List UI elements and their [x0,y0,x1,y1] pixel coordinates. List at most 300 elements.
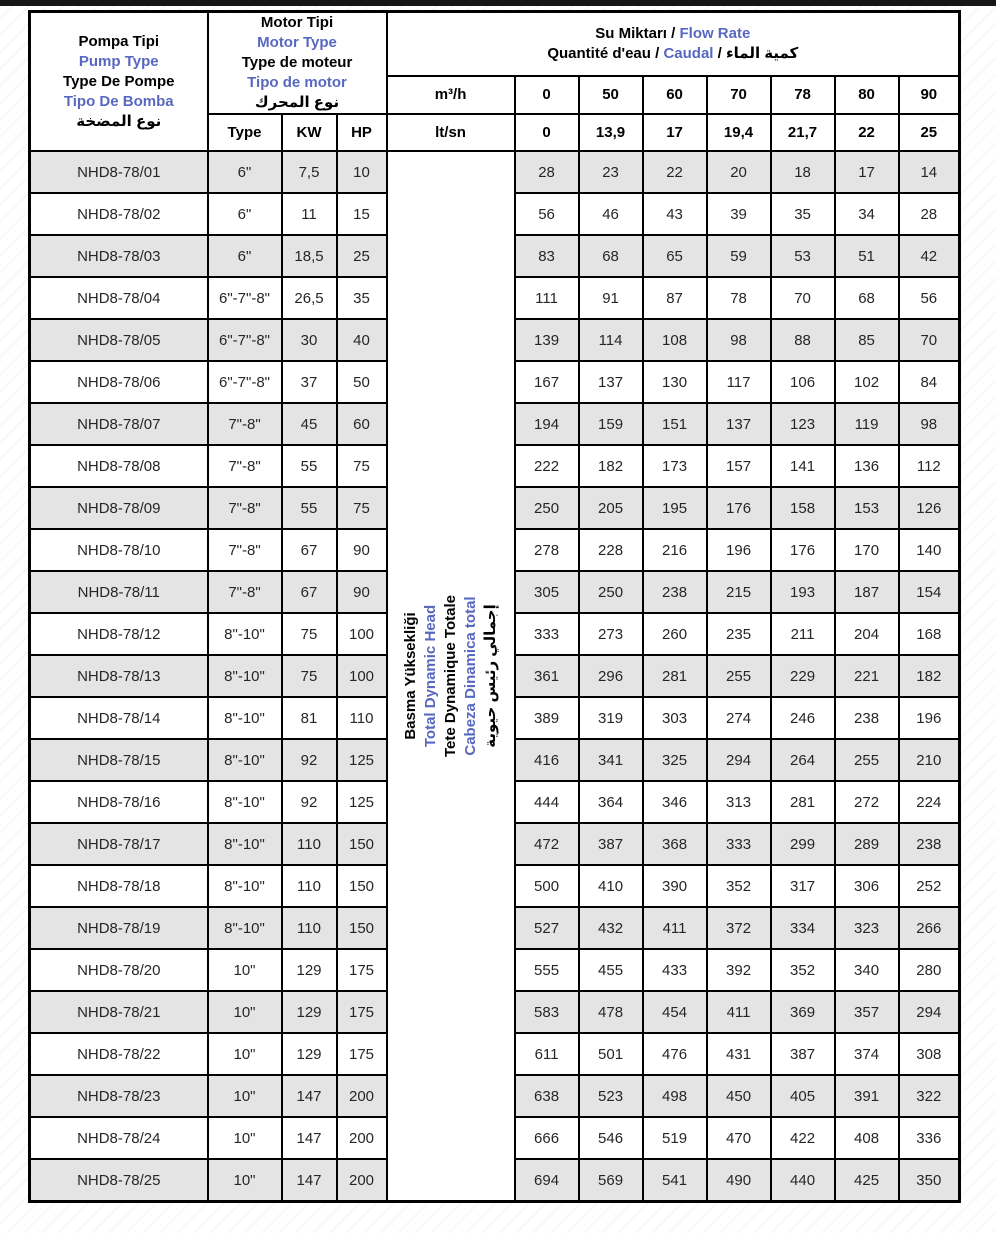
motor-size-cell: 10" [208,1075,282,1117]
motor-hp-cell: 200 [337,1075,387,1117]
head-value-cell: 387 [579,823,643,865]
head-value-cell: 476 [643,1033,707,1075]
head-value-cell: 334 [771,907,835,949]
head-value-cell: 238 [899,823,960,865]
head-value-cell: 325 [643,739,707,781]
head-value-cell: 195 [643,487,707,529]
head-value-cell: 281 [771,781,835,823]
head-value-cell: 498 [643,1075,707,1117]
head-value-cell: 68 [579,235,643,277]
motor-hp-cell: 100 [337,613,387,655]
motor-kw-cell: 92 [282,781,337,823]
pump-spec-table [28,10,961,1203]
head-value-cell: 294 [899,991,960,1033]
header-line: Quantité d'eau / Caudal / كمية الماء [547,44,799,62]
head-value-cell: 305 [515,571,579,613]
head-value-cell: 255 [707,655,771,697]
pump-model-cell: NHD8-78/02 [30,193,208,235]
head-value-cell: 416 [515,739,579,781]
head-value-cell: 18 [771,151,835,193]
motor-size-cell: 7"-8" [208,529,282,571]
total-dynamic-head-label-cell [387,151,515,1202]
header-line: Motor Tipi [260,14,334,31]
head-value-cell: 433 [643,949,707,991]
head-value-cell: 158 [771,487,835,529]
head-value-cell: 306 [835,865,899,907]
motor-kw-cell: 147 [282,1075,337,1117]
ltsn-unit-label: lt/sn [387,114,515,151]
head-value-cell: 583 [515,991,579,1033]
head-value-cell: 117 [707,361,771,403]
head-value-cell: 333 [515,613,579,655]
header-line: Pump Type [78,52,159,70]
motor-kw-cell: 75 [282,613,337,655]
motor-hp-cell: 40 [337,319,387,361]
motor-kw-cell: 26,5 [282,277,337,319]
head-value-cell: 59 [707,235,771,277]
motor-hp-cell: 175 [337,949,387,991]
motor-hp-cell: 175 [337,1033,387,1075]
head-value-cell: 299 [771,823,835,865]
head-value-cell: 53 [771,235,835,277]
head-value-cell: 221 [835,655,899,697]
head-value-cell: 390 [643,865,707,907]
header-line: Total Dynamic Head [421,604,439,748]
head-value-cell: 119 [835,403,899,445]
motor-size-cell: 7"-8" [208,403,282,445]
head-value-cell: 215 [707,571,771,613]
head-value-cell: 65 [643,235,707,277]
motor-kw-cell: 147 [282,1159,337,1202]
motor-kw-cell: 110 [282,823,337,865]
head-value-cell: 123 [771,403,835,445]
head-value-cell: 555 [515,949,579,991]
head-value-cell: 91 [579,277,643,319]
head-value-cell: 472 [515,823,579,865]
pump-model-cell: NHD8-78/11 [30,571,208,613]
motor-hp-cell: 200 [337,1159,387,1202]
flow-rate-header [387,12,960,76]
head-value-cell: 137 [579,361,643,403]
head-value-cell: 140 [899,529,960,571]
head-value-cell: 255 [835,739,899,781]
pump-type-header [30,12,208,152]
motor-size-cell: 8"-10" [208,613,282,655]
pump-model-cell: NHD8-78/07 [30,403,208,445]
header-line: نوع المضخة [76,112,162,130]
head-value-cell: 569 [579,1159,643,1202]
head-value-cell: 154 [899,571,960,613]
head-value-cell: 278 [515,529,579,571]
head-value-cell: 450 [707,1075,771,1117]
flow-m3h-value: 60 [643,76,707,114]
head-value-cell: 408 [835,1117,899,1159]
head-value-cell: 638 [515,1075,579,1117]
header-line: Cabeza Dinamica total [461,596,479,756]
head-value-cell: 296 [579,655,643,697]
head-value-cell: 43 [643,193,707,235]
motor-hp-cell: 50 [337,361,387,403]
pump-model-cell: NHD8-78/22 [30,1033,208,1075]
head-value-cell: 431 [707,1033,771,1075]
head-value-cell: 350 [899,1159,960,1202]
head-value-cell: 88 [771,319,835,361]
head-value-cell: 167 [515,361,579,403]
motor-kw-cell: 7,5 [282,151,337,193]
motor-size-cell: 10" [208,991,282,1033]
head-value-cell: 478 [579,991,643,1033]
pump-model-cell: NHD8-78/21 [30,991,208,1033]
motor-hp-cell: 200 [337,1117,387,1159]
head-value-cell: 246 [771,697,835,739]
head-value-cell: 274 [707,697,771,739]
head-value-cell: 440 [771,1159,835,1202]
header-line: Type De Pompe [63,72,175,90]
head-value-cell: 70 [771,277,835,319]
head-value-cell: 336 [899,1117,960,1159]
head-value-cell: 85 [835,319,899,361]
head-value-cell: 252 [899,865,960,907]
head-value-cell: 153 [835,487,899,529]
motor-kw-cell: 81 [282,697,337,739]
motor-size-cell: 8"-10" [208,907,282,949]
head-value-cell: 273 [579,613,643,655]
flow-m3h-value: 50 [579,76,643,114]
head-value-cell: 56 [899,277,960,319]
m3h-unit-label: m³/h [387,76,515,114]
head-value-cell: 20 [707,151,771,193]
head-value-cell: 112 [899,445,960,487]
motor-size-cell: 10" [208,1117,282,1159]
motor-hp-cell: 125 [337,739,387,781]
head-value-cell: 346 [643,781,707,823]
head-value-cell: 42 [899,235,960,277]
head-value-cell: 235 [707,613,771,655]
motor-size-cell: 6"-7"-8" [208,319,282,361]
motor-size-cell: 8"-10" [208,739,282,781]
head-value-cell: 98 [899,403,960,445]
motor-hp-cell: 75 [337,487,387,529]
motor-kw-cell: 55 [282,487,337,529]
pump-model-cell: NHD8-78/10 [30,529,208,571]
head-value-cell: 313 [707,781,771,823]
head-value-cell: 78 [707,277,771,319]
head-value-cell: 84 [899,361,960,403]
head-value-cell: 455 [579,949,643,991]
pump-model-cell: NHD8-78/14 [30,697,208,739]
head-value-cell: 319 [579,697,643,739]
motor-kw-cell: 110 [282,865,337,907]
motor-kw-cell: 92 [282,739,337,781]
flow-ltsn-value: 13,9 [579,114,643,151]
head-value-cell: 527 [515,907,579,949]
motor-hp-cell: 75 [337,445,387,487]
head-value-cell: 238 [835,697,899,739]
table-row [30,151,960,193]
head-value-cell: 173 [643,445,707,487]
flow-ltsn-value: 25 [899,114,960,151]
head-value-cell: 372 [707,907,771,949]
head-value-cell: 546 [579,1117,643,1159]
motor-kw-cell: 67 [282,529,337,571]
head-value-cell: 281 [643,655,707,697]
head-value-cell: 387 [771,1033,835,1075]
head-value-cell: 280 [899,949,960,991]
head-value-cell: 176 [771,529,835,571]
flow-ltsn-value: 22 [835,114,899,151]
motor-size-cell: 10" [208,1033,282,1075]
motor-hp-col-label: HP [337,114,387,151]
head-value-cell: 523 [579,1075,643,1117]
head-value-cell: 196 [707,529,771,571]
motor-size-cell: 6"-7"-8" [208,277,282,319]
motor-type-col-label: Type [208,114,282,151]
head-value-cell: 14 [899,151,960,193]
header-line: Tipo De Bomba [63,92,174,110]
flow-m3h-value: 90 [899,76,960,114]
pump-model-cell: NHD8-78/12 [30,613,208,655]
head-value-cell: 46 [579,193,643,235]
motor-hp-cell: 150 [337,865,387,907]
pump-model-cell: NHD8-78/06 [30,361,208,403]
head-value-cell: 410 [579,865,643,907]
flow-m3h-value: 0 [515,76,579,114]
head-value-cell: 130 [643,361,707,403]
head-value-cell: 17 [835,151,899,193]
motor-kw-col-label: KW [282,114,337,151]
head-value-cell: 159 [579,403,643,445]
head-value-cell: 392 [707,949,771,991]
motor-size-cell: 6" [208,235,282,277]
head-value-cell: 322 [899,1075,960,1117]
motor-size-cell: 8"-10" [208,823,282,865]
head-value-cell: 391 [835,1075,899,1117]
flow-ltsn-value: 0 [515,114,579,151]
pump-model-cell: NHD8-78/15 [30,739,208,781]
motor-hp-cell: 35 [337,277,387,319]
head-value-cell: 170 [835,529,899,571]
pump-model-cell: NHD8-78/18 [30,865,208,907]
head-value-cell: 196 [899,697,960,739]
head-value-cell: 272 [835,781,899,823]
head-value-cell: 611 [515,1033,579,1075]
pump-model-cell: NHD8-78/01 [30,151,208,193]
head-value-cell: 224 [899,781,960,823]
pump-model-cell: NHD8-78/24 [30,1117,208,1159]
head-value-cell: 405 [771,1075,835,1117]
head-value-cell: 182 [579,445,643,487]
head-value-cell: 137 [707,403,771,445]
pump-model-cell: NHD8-78/19 [30,907,208,949]
head-value-cell: 317 [771,865,835,907]
head-value-cell: 264 [771,739,835,781]
header-line: Type de moteur [241,54,353,71]
total-dynamic-head-rotated-label [401,595,501,757]
motor-hp-cell: 125 [337,781,387,823]
motor-hp-cell: 150 [337,907,387,949]
motor-hp-cell: 60 [337,403,387,445]
motor-kw-cell: 75 [282,655,337,697]
head-value-cell: 666 [515,1117,579,1159]
header-line: Tipo de motor [247,74,347,91]
motor-kw-cell: 18,5 [282,235,337,277]
motor-hp-cell: 90 [337,529,387,571]
head-value-cell: 98 [707,319,771,361]
head-value-cell: 352 [707,865,771,907]
head-value-cell: 341 [579,739,643,781]
flow-m3h-value: 78 [771,76,835,114]
flow-m3h-value: 70 [707,76,771,114]
head-value-cell: 193 [771,571,835,613]
header-line: Motor Type [257,34,337,51]
motor-size-cell: 7"-8" [208,487,282,529]
head-value-cell: 432 [579,907,643,949]
motor-kw-cell: 45 [282,403,337,445]
motor-size-cell: 8"-10" [208,865,282,907]
motor-size-cell: 8"-10" [208,697,282,739]
motor-size-cell: 6"-7"-8" [208,361,282,403]
pump-model-cell: NHD8-78/05 [30,319,208,361]
head-value-cell: 168 [899,613,960,655]
head-value-cell: 411 [643,907,707,949]
motor-hp-cell: 10 [337,151,387,193]
head-value-cell: 106 [771,361,835,403]
pump-model-cell: NHD8-78/08 [30,445,208,487]
motor-size-cell: 7"-8" [208,445,282,487]
pump-model-cell: NHD8-78/25 [30,1159,208,1202]
head-value-cell: 83 [515,235,579,277]
head-value-cell: 694 [515,1159,579,1202]
head-value-cell: 361 [515,655,579,697]
flow-ltsn-value: 19,4 [707,114,771,151]
head-value-cell: 250 [579,571,643,613]
motor-hp-cell: 150 [337,823,387,865]
head-value-cell: 204 [835,613,899,655]
head-value-cell: 454 [643,991,707,1033]
head-value-cell: 289 [835,823,899,865]
motor-size-cell: 7"-8" [208,571,282,613]
header-line: Basma Yüksekliği [401,612,419,740]
head-value-cell: 411 [707,991,771,1033]
head-value-cell: 70 [899,319,960,361]
motor-kw-cell: 55 [282,445,337,487]
top-border-bar [0,0,996,6]
motor-kw-cell: 110 [282,907,337,949]
header-row-top [30,12,960,76]
head-value-cell: 308 [899,1033,960,1075]
pump-model-cell: NHD8-78/17 [30,823,208,865]
head-value-cell: 422 [771,1117,835,1159]
head-value-cell: 389 [515,697,579,739]
motor-hp-cell: 25 [337,235,387,277]
head-value-cell: 157 [707,445,771,487]
motor-hp-cell: 175 [337,991,387,1033]
table-body [30,151,960,1202]
head-value-cell: 500 [515,865,579,907]
head-value-cell: 182 [899,655,960,697]
head-value-cell: 136 [835,445,899,487]
pump-model-cell: NHD8-78/13 [30,655,208,697]
pump-model-cell: NHD8-78/23 [30,1075,208,1117]
head-value-cell: 34 [835,193,899,235]
head-value-cell: 194 [515,403,579,445]
pump-model-cell: NHD8-78/04 [30,277,208,319]
motor-kw-cell: 129 [282,1033,337,1075]
head-value-cell: 250 [515,487,579,529]
motor-size-cell: 6" [208,151,282,193]
head-value-cell: 260 [643,613,707,655]
motor-hp-cell: 90 [337,571,387,613]
head-value-cell: 139 [515,319,579,361]
header-line: نوع المحرك [254,94,340,111]
pump-model-cell: NHD8-78/20 [30,949,208,991]
head-value-cell: 51 [835,235,899,277]
header-line: Tete Dynamique Totale [441,595,459,757]
head-value-cell: 35 [771,193,835,235]
motor-type-header [208,12,387,115]
head-value-cell: 87 [643,277,707,319]
head-value-cell: 126 [899,487,960,529]
head-value-cell: 39 [707,193,771,235]
head-value-cell: 323 [835,907,899,949]
head-value-cell: 333 [707,823,771,865]
head-value-cell: 211 [771,613,835,655]
head-value-cell: 151 [643,403,707,445]
head-value-cell: 222 [515,445,579,487]
head-value-cell: 357 [835,991,899,1033]
head-value-cell: 141 [771,445,835,487]
head-value-cell: 228 [579,529,643,571]
head-value-cell: 114 [579,319,643,361]
motor-size-cell: 10" [208,949,282,991]
head-value-cell: 176 [707,487,771,529]
head-value-cell: 352 [771,949,835,991]
head-value-cell: 229 [771,655,835,697]
head-value-cell: 470 [707,1117,771,1159]
motor-size-cell: 10" [208,1159,282,1202]
head-value-cell: 369 [771,991,835,1033]
head-value-cell: 519 [643,1117,707,1159]
motor-hp-cell: 110 [337,697,387,739]
header-line: إجمالي رئيس حيوية [481,604,499,748]
head-value-cell: 28 [899,193,960,235]
motor-kw-cell: 67 [282,571,337,613]
motor-size-cell: 8"-10" [208,781,282,823]
motor-hp-cell: 15 [337,193,387,235]
flow-m3h-value: 80 [835,76,899,114]
header-line: Su Miktarı / Flow Rate [595,24,751,42]
head-value-cell: 187 [835,571,899,613]
head-value-cell: 541 [643,1159,707,1202]
head-value-cell: 294 [707,739,771,781]
flow-ltsn-value: 21,7 [771,114,835,151]
head-value-cell: 68 [835,277,899,319]
head-value-cell: 108 [643,319,707,361]
motor-size-cell: 8"-10" [208,655,282,697]
head-value-cell: 340 [835,949,899,991]
motor-kw-cell: 129 [282,949,337,991]
head-value-cell: 374 [835,1033,899,1075]
head-value-cell: 238 [643,571,707,613]
motor-hp-cell: 100 [337,655,387,697]
head-value-cell: 216 [643,529,707,571]
head-value-cell: 425 [835,1159,899,1202]
motor-kw-cell: 11 [282,193,337,235]
pump-model-cell: NHD8-78/16 [30,781,208,823]
head-value-cell: 205 [579,487,643,529]
motor-size-cell: 6" [208,193,282,235]
head-value-cell: 444 [515,781,579,823]
